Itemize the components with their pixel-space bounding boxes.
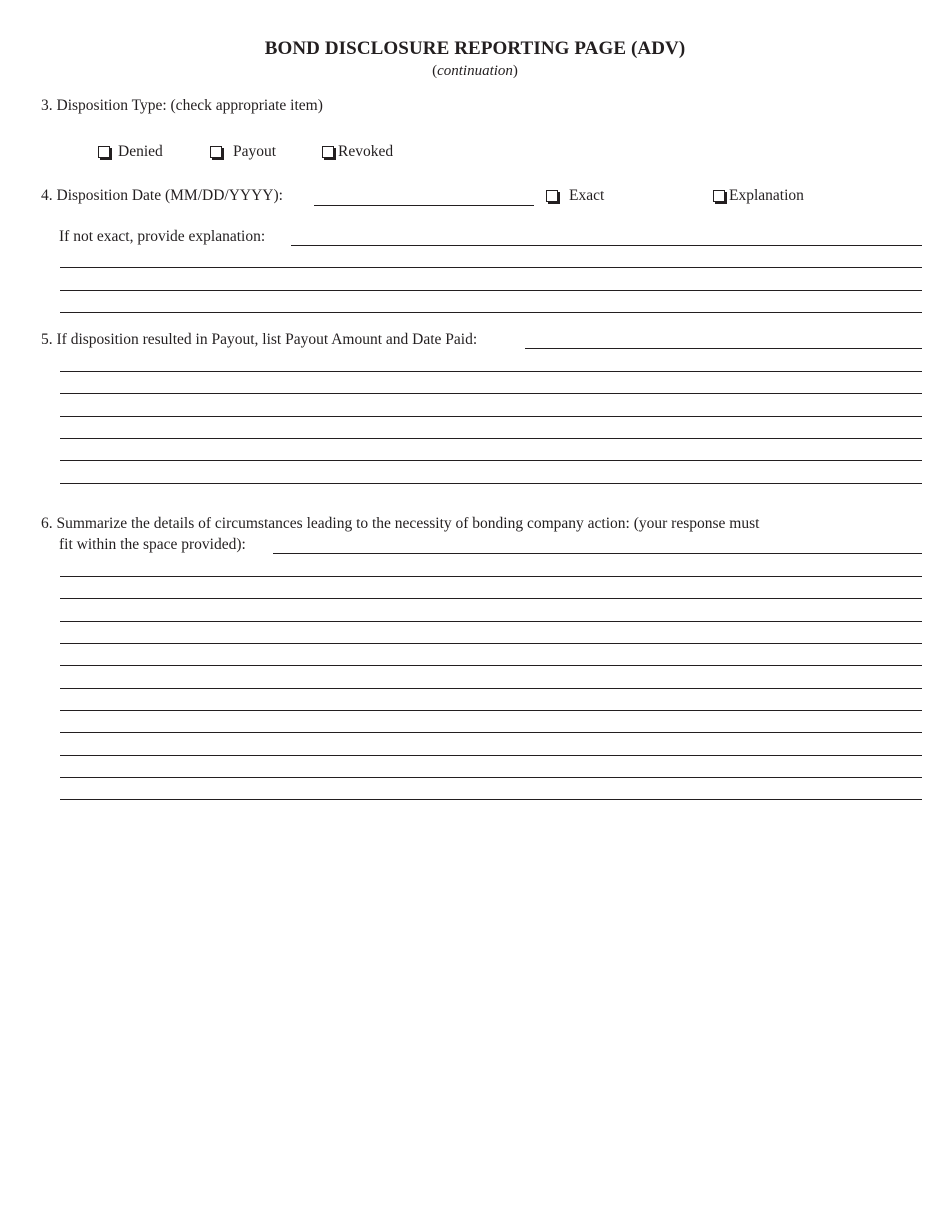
- q4-label: 4. Disposition Date (MM/DD/YYYY):: [41, 187, 283, 204]
- payout-line[interactable]: [525, 348, 922, 349]
- summary-line[interactable]: [60, 576, 922, 577]
- payout-line[interactable]: [60, 416, 922, 417]
- explanation-prompt: If not exact, provide explanation:: [59, 228, 266, 245]
- q3-label: 3. Disposition Type: (check appropriate item): [41, 97, 323, 114]
- disposition-date-field[interactable]: [314, 205, 534, 206]
- checkbox-square-icon[interactable]: [546, 190, 558, 202]
- checkbox-exact-label: Exact: [569, 187, 605, 204]
- page-subtitle: (continuation): [432, 63, 518, 79]
- payout-line[interactable]: [60, 438, 922, 439]
- checkbox-square-icon[interactable]: [322, 146, 334, 158]
- summary-line[interactable]: [60, 621, 922, 622]
- checkbox-explanation-label: Explanation: [729, 187, 804, 204]
- payout-line[interactable]: [60, 393, 922, 394]
- checkbox-square-icon[interactable]: [713, 190, 725, 202]
- explanation-line[interactable]: [60, 267, 922, 268]
- payout-line[interactable]: [60, 371, 922, 372]
- summary-line[interactable]: [60, 688, 922, 689]
- page-title: BOND DISCLOSURE REPORTING PAGE (ADV): [264, 38, 686, 59]
- payout-line[interactable]: [60, 460, 922, 461]
- explanation-line[interactable]: [60, 312, 922, 313]
- summary-line[interactable]: [60, 598, 922, 599]
- summary-line[interactable]: [60, 732, 922, 733]
- checkbox-exact[interactable]: [546, 187, 604, 205]
- summary-line[interactable]: [60, 799, 922, 800]
- checkbox-explanation[interactable]: [713, 187, 804, 205]
- q6-label-line1: 6. Summarize the details of circumstances leading to the necessity of bonding company action: (your response must: [41, 515, 760, 532]
- summary-line[interactable]: [60, 643, 922, 644]
- summary-line[interactable]: [60, 755, 922, 756]
- summary-line[interactable]: [60, 665, 922, 666]
- q5-label: 5. If disposition resulted in Payout, list Payout Amount and Date Paid:: [41, 331, 478, 348]
- checkbox-square-icon[interactable]: [210, 146, 222, 158]
- checkbox-revoked-label: Revoked: [338, 143, 394, 160]
- summary-line[interactable]: [60, 777, 922, 778]
- summary-line[interactable]: [273, 553, 922, 554]
- checkbox-denied[interactable]: [98, 143, 163, 161]
- q6-label-line2: fit within the space provided):: [59, 536, 246, 553]
- payout-line[interactable]: [60, 483, 922, 484]
- checkbox-denied-label: Denied: [118, 143, 163, 160]
- explanation-line[interactable]: [291, 245, 922, 246]
- checkbox-revoked[interactable]: [322, 143, 393, 161]
- checkbox-payout-label: Payout: [233, 143, 277, 160]
- checkbox-square-icon[interactable]: [98, 146, 110, 158]
- summary-line[interactable]: [60, 710, 922, 711]
- checkbox-payout[interactable]: [210, 143, 276, 161]
- explanation-line[interactable]: [60, 290, 922, 291]
